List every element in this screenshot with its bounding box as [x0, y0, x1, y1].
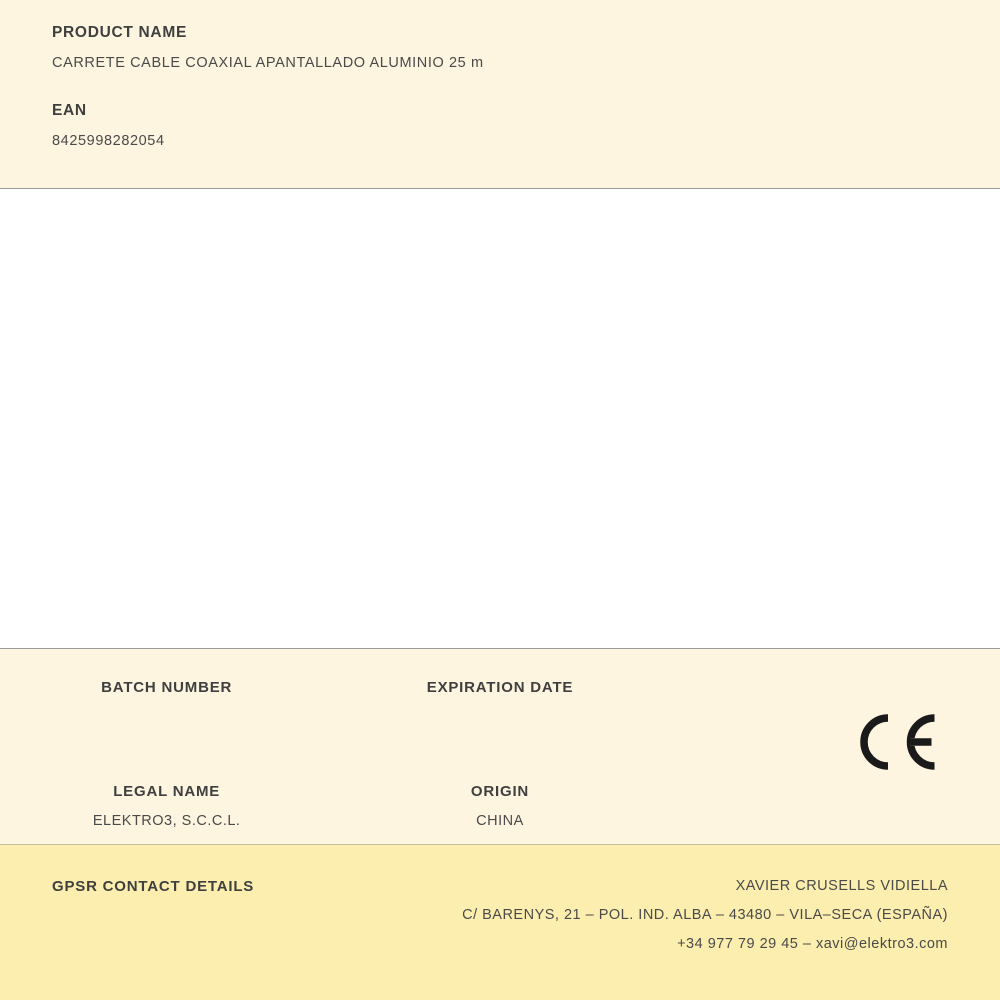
gpsr-contact-address: C/ BARENYS, 21 – POL. IND. ALBA – 43480 – VILA–SECA (ESPAÑA) [462, 907, 948, 923]
gpsr-footer-block [0, 845, 1000, 1000]
ean-label: EAN [52, 102, 87, 119]
batch-number-label: BATCH NUMBER [101, 679, 233, 696]
gpsr-contact-name: XAVIER CRUSELLS VIDIELLA [735, 878, 948, 894]
ean-value: 8425998282054 [52, 133, 165, 149]
batch-number-value [0, 709, 333, 725]
info-row-legal-origin [0, 783, 1000, 829]
batch-number-cell [0, 679, 333, 725]
gpsr-contact-phone-email: +34 977 79 29 45 – xavi@elektro3.com [677, 936, 948, 952]
product-name-value: CARRETE CABLE COAXIAL APANTALLADO ALUMINIO 25 m [52, 55, 484, 71]
ce-marking-icon [852, 709, 942, 775]
product-image-area [0, 189, 1000, 649]
gpsr-contact-details-label: GPSR CONTACT DETAILS [52, 878, 255, 895]
product-name-label: PRODUCT NAME [52, 24, 187, 41]
expiration-date-value [333, 709, 666, 725]
product-name-field [52, 24, 948, 71]
expiration-date-label: EXPIRATION DATE [426, 679, 574, 696]
legal-name-cell [0, 783, 333, 829]
product-info-block [0, 0, 1000, 189]
origin-cell [333, 783, 666, 829]
spacer-cell-2 [667, 783, 1000, 829]
expiration-date-cell [333, 679, 666, 725]
traceability-info-block [0, 649, 1000, 845]
legal-name-label: LEGAL NAME [113, 783, 221, 800]
origin-value: CHINA [476, 813, 524, 829]
ean-field [52, 102, 948, 149]
spacer-cell [667, 679, 1000, 725]
origin-label: ORIGIN [470, 783, 530, 800]
gpsr-contact-lines [462, 878, 948, 952]
info-row-batch-expiration [0, 679, 1000, 725]
legal-name-value: ELEKTRO3, S.C.C.L. [92, 813, 241, 829]
